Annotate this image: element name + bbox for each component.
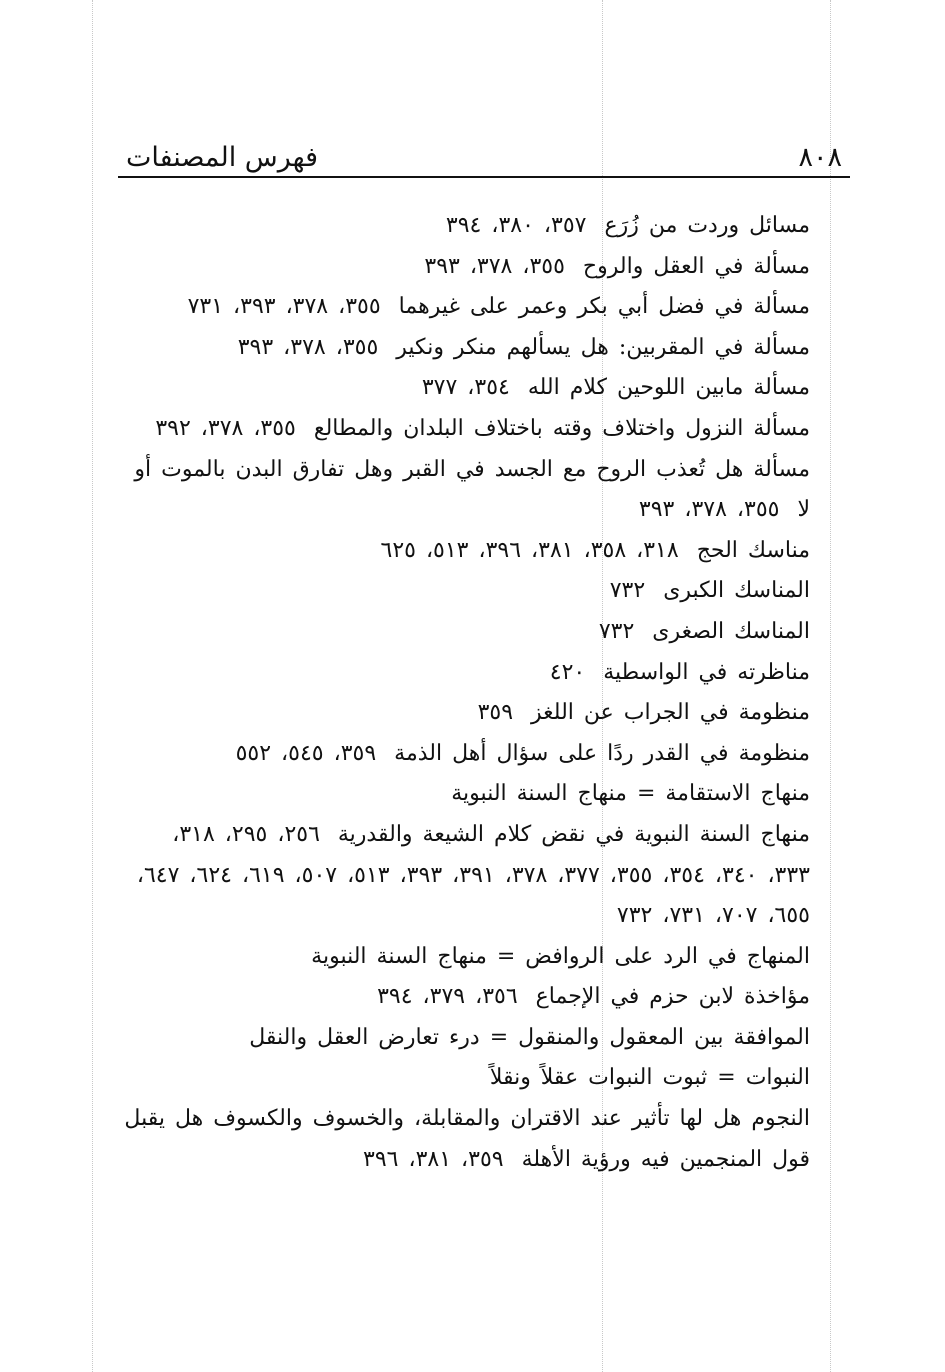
index-entry — [120, 734, 810, 775]
entry-title: مسألة مابين اللوحين كلام الله — [527, 375, 810, 401]
entry-pages: ٣٥٤، ٣٧٧ — [421, 375, 510, 401]
index-entry — [120, 368, 810, 409]
entry-pages: ٣٥٥، ٣٧٨، ٣٩٣، ٧٣١ — [187, 294, 381, 320]
entry-title: مسألة في فضل أبي بكر وعمر على غيرهما — [398, 294, 810, 320]
entry-pages: ٣٥٦، ٣٧٩، ٣٩٤ — [377, 984, 518, 1010]
index-entry — [120, 653, 810, 694]
entry-pages: ٧٣٢ — [598, 618, 635, 644]
page-number: ٨٠٨ — [798, 142, 842, 173]
entry-title: مسألة في المقربين: هل يسألهم منكر ونكير — [396, 334, 810, 360]
page-header — [118, 138, 850, 178]
index-entry — [120, 815, 810, 937]
entry-title: مسألة هل تُعذب الروح مع الجسد في القبر وهل تفارق البدن بالموت أو لا — [134, 456, 810, 523]
entry-pages: ٣٥٥، ٣٧٨، ٣٩٣ — [237, 334, 379, 360]
running-title: فهرس المصنفات — [126, 142, 318, 173]
entry-title: مناسك الحج — [696, 537, 810, 563]
index-entry — [120, 531, 810, 572]
entry-title: مسألة في العقل والروح — [582, 253, 810, 279]
entry-pages: ٣٥٥، ٣٧٨، ٣٩٣ — [424, 253, 565, 279]
entry-title: مسألة النزول واختلاف وقته باختلاف البلدان والمطالع — [313, 415, 810, 441]
entry-title: النبوات = ثبوت النبوات عقلاً ونقلاً — [489, 1065, 810, 1091]
index-entry — [120, 450, 810, 531]
entry-title: المنهاج في الرد على الروافض = منهاج السنة النبوية — [311, 943, 810, 969]
entry-title: منهاج الاستقامة = منهاج السنة النبوية — [451, 781, 810, 807]
index-entry — [120, 571, 810, 612]
index-entry — [120, 206, 810, 247]
index-entry — [120, 1099, 810, 1180]
entry-pages: ٣٥٥، ٣٧٨، ٣٩٢ — [155, 415, 296, 441]
entry-title: مؤاخذة لابن حزم في الإجماع — [535, 984, 810, 1010]
index-entry — [120, 693, 810, 734]
index-entry — [120, 409, 810, 450]
index-entries — [120, 206, 810, 1180]
index-entry — [120, 612, 810, 653]
entry-pages: ٣٥٩، ٥٤٥، ٥٥٢ — [235, 740, 377, 766]
entry-pages: ٣٥٧، ٣٨٠، ٣٩٤ — [445, 213, 587, 238]
entry-pages: ٣١٨، ٣٥٨، ٣٨١، ٣٩٦، ٥١٣، ٦٢٥ — [380, 537, 679, 563]
scan-artifact-line — [830, 0, 831, 1372]
entry-pages: ٤٢٠ — [549, 659, 586, 685]
index-entry — [120, 247, 810, 288]
entry-pages: ٣٥٩، ٣٨١، ٣٩٦ — [363, 1146, 504, 1172]
entry-title: مناظرته في الواسطية — [603, 659, 810, 685]
entry-title: منظومة في الجراب عن اللغز — [531, 700, 810, 726]
index-entry — [120, 328, 810, 369]
index-entry — [120, 937, 810, 978]
entry-title: منهاج السنة النبوية في نقض كلام الشيعة والقدرية — [337, 821, 810, 847]
entry-title: الموافقة بين المعقول والمنقول = درء تعارض العقل والنقل — [249, 1024, 810, 1050]
entry-title: منظومة في القدر ردًا على سؤال أهل الذمة — [394, 740, 810, 766]
index-entry — [120, 1018, 810, 1059]
entry-pages: ٣٥٥، ٣٧٨، ٣٩٣ — [638, 497, 780, 523]
index-entry — [120, 977, 810, 1018]
entry-pages: ٧٣٢ — [609, 578, 646, 604]
entry-pages: ٣٥٩ — [477, 700, 514, 726]
entry-title: النجوم هل لها تأثير عند الاقتران والمقابلة، والخسوف والكسوف هل يقبل قول المنجمين فيه ورؤية الأهلة — [124, 1106, 810, 1172]
index-entry — [120, 774, 810, 815]
index-entry — [120, 287, 810, 328]
entry-pages: ٢٥٦، ٢٩٥، ٣١٨، ٣٣٣، ٣٤٠، ٣٥٤، ٣٥٥، ٣٧٧، ٣٧٨، ٣٩١، ٣٩٣، ٥١٣، ٥٠٧، ٦١٩، ٦٢٤، ٦٤٧، ٦٥٥، ٧٠٧، ٧٣١، ٧٣٢ — [136, 821, 810, 929]
entry-title: المناسك الصغرى — [652, 618, 810, 644]
entry-title: المناسك الكبرى — [663, 578, 810, 604]
index-entry — [120, 1058, 810, 1099]
entry-title: مسائل وردت من زُرَع — [604, 213, 810, 238]
scan-artifact-line — [92, 0, 93, 1372]
header-rule — [118, 176, 850, 178]
